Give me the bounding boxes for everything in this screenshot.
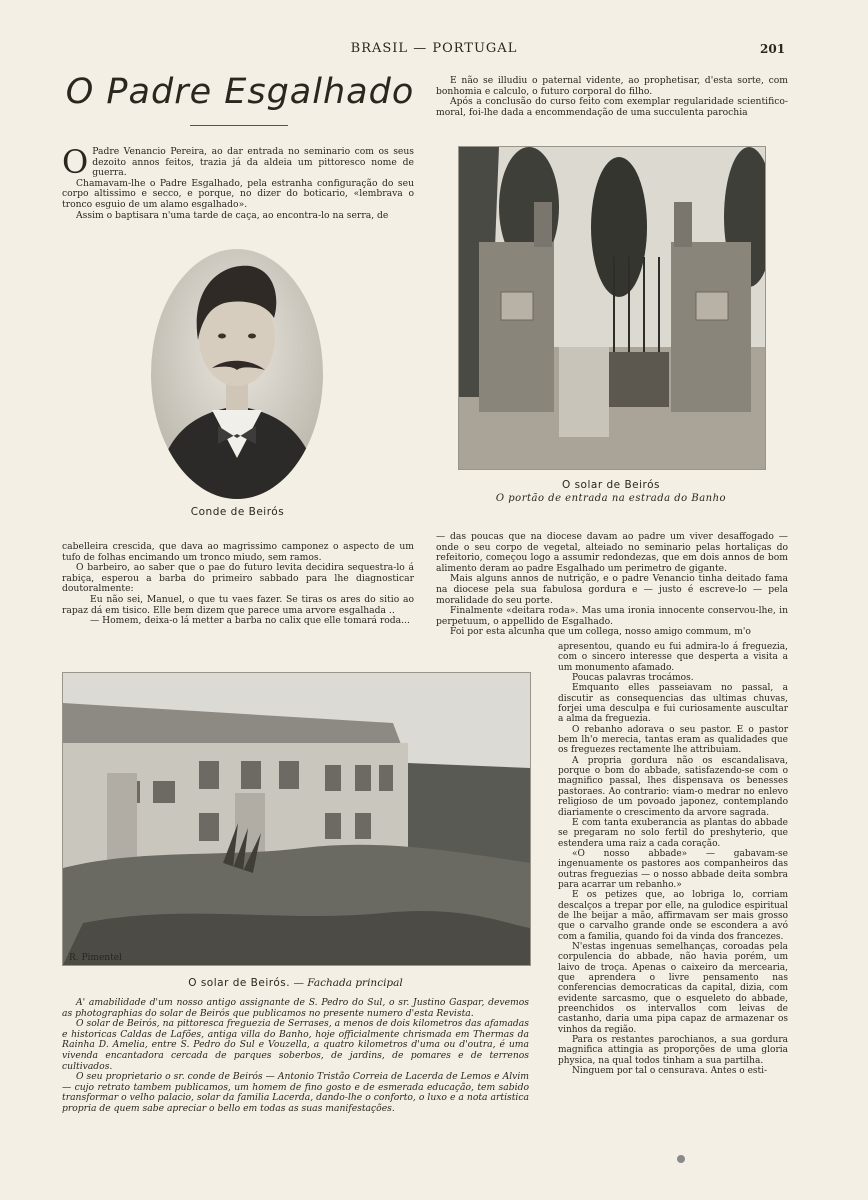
- intro-first-paragraph: [62, 143, 414, 181]
- narrow-paragraph: «O nosso abbade» — gabavam-se ingenuamente os pastores aos companheiros das outras freguezias — o nosso abbade deita sombra para acarrar um rebanho.»: [558, 848, 788, 890]
- portrait-caption: Conde de Beirós: [190, 506, 285, 518]
- title-rule: [190, 125, 288, 126]
- narrow-paragraph: Ninguem por tal o censurava. Antes o esti-: [572, 1066, 768, 1077]
- narrow-paragraph: apresentou, quando eu fui admira-lo á freguezia, com o sincero interesse que desperta a visita a um monumento afamado.: [558, 642, 788, 673]
- left-middle-paragraph: — Homem, deixa-o lá metter a barba no calix que elle tomará roda...: [90, 615, 410, 627]
- page-blemish: [677, 1155, 685, 1163]
- gate-photo: [458, 146, 766, 470]
- note-paragraph: O seu proprietario o sr. conde de Beirós — Antonio Tristão Correia de Lacerda de Lemos e Alvim — cujo retrato tambem publicamos, um homem de fino gosto e de esmerada educação, tem sabido transformar o velho palacio, solar da familia Lacerda, dando-lhe o conforto, o luxo e a nota artistica propria de quem sabe apreciar o bello em todas as suas manifestações.: [62, 1071, 529, 1114]
- article-title: O Padre Esgalhado: [65, 72, 415, 112]
- drop-cap: O: [62, 143, 89, 181]
- right-narrow-column: [558, 642, 788, 1076]
- right-middle-column: [436, 532, 788, 638]
- narrow-paragraph: O rebanho adorava o seu pastor. E o pastor bem lh'o merecia, tantas eram as qualidades que os freguezes rectamente lhe attribuiam.: [558, 724, 788, 756]
- intro-column: [62, 143, 414, 221]
- narrow-paragraph: Poucas palavras trocámos.: [572, 673, 694, 684]
- intro-paragraph: Chamavam-lhe o Padre Esgalhado, pela estranha configuração do seu corpo altissimo e secco, e porque, no dizer do boticario, «lembrava o tronco esguio de um alamo esgalhado».: [62, 177, 414, 210]
- left-middle-paragraph: O barbeiro, ao saber que o pae do futuro levita decidira sequestra-lo á rabiça, esperou a barba do primeiro sabbado para lhe diagnosticar doutoralmente:: [62, 562, 414, 595]
- facade-signature: R. Pimentel: [69, 953, 122, 963]
- left-middle-column: [62, 542, 414, 627]
- narrow-paragraph: A propria gordura não os escandalisava, porque o bom do abbade, satisfazendo-se com o magnifico passal, lhes dispensava os benesses pastoraes. Ao contrario: viam-o medrar no enlevo religioso de um povoado japonez, contemplando diariamente o crescimento da arvore sagrada.: [558, 755, 788, 818]
- facade-caption-subtitle: — Fachada principal: [293, 977, 403, 989]
- right-middle-paragraph: Mais alguns annos de nutrição, e o padre Venancio tinha deitado fama na diocese pela sua fabulosa gordura e — justo é escreve-lo — pela moralidade do seu porte.: [436, 573, 788, 606]
- note-paragraph: A' amabilidade d'um nosso antigo assignante de S. Pedro do Sul, o sr. Justino Gaspar, devemos as photographias do solar de Beirós que publicamos no presente numero d'esta Revista.: [62, 997, 529, 1019]
- left-middle-paragraph: cabelleira crescida, que dava ao magrissimo camponez o aspecto de um tufo de folhas encimando um tronco miudo, sem ramos.: [62, 541, 414, 563]
- photo-credit-note: [62, 998, 529, 1115]
- left-middle-paragraph: Eu não sei, Manuel, o que tu vaes fazer. Se tiras os ares do sitio ao rapaz dá em tisico. Elle bem dizem que parece uma arvore esgalhada ..: [62, 593, 414, 616]
- running-header: BRASIL — PORTUGAL: [350, 41, 518, 56]
- right-top-column: [436, 76, 788, 118]
- narrow-paragraph: E os petizes que, ao lobriga lo, corriam descalços a trepar por elle, na gulodice espiritual de lhe beijar a mão, affirmavam ser mais grosso que o carvalho grande onde se escondera a avó com a familia, quando foi da vinda dos francezes.: [558, 890, 788, 942]
- narrow-paragraph: E com tanta exuberancia as plantas do abbade se pregaram no solo fertil do preshyterio, que estendera uma raiz a cada coração.: [558, 817, 788, 849]
- portrait-photo: [150, 248, 325, 500]
- narrow-paragraph: N'estas ingenuas semelhanças, coroadas pela corpulencia do abbade, não havia porém, um laivo de troça. Apenas o caixeiro da mercearia, que aprendera o livre pensamento nas conferencias democraticas da capital, dizia, com evidente sarcasmo, que o esqueleto do abbade, preenchidos os intervallos com leivas de castanho, daria uma pipa capaz de armazenar os vinhos da região.: [558, 941, 788, 1035]
- right-top-paragraph: E não se illudiu o paternal vidente, ao prophetisar, d'esta sorte, com bonhomia e calculo, o futuro corporal do filho.: [436, 75, 788, 97]
- intro-paragraph: Assim o baptisara n'uma tarde de caça, ao encontra-lo na serra, de: [76, 209, 389, 221]
- right-middle-paragraph: Foi por esta alcunha que um collega, nosso amigo commum, m'o: [450, 626, 751, 638]
- facade-caption-title: O solar de Beirós.: [188, 977, 291, 989]
- gate-subcaption: O portão de entrada na estrada do Banho: [495, 493, 727, 504]
- page-number: 201: [760, 42, 786, 56]
- note-paragraph: O solar de Beirós, na pittoresca freguezia de Serrases, a menos de dois kilometros das afamadas e historicas Caldas de Lafões, antiga villa do Banho, hoje officialmente chrismada em Thermas da Rainha D. Amelia, entre S. Pedro do Sul e Vouzella, a quatro kilometros d'uma ou d'outra, é uma vivenda encantadora cercada de parques soberbos, de jardins, de pomares e de terrenos cultivados.: [62, 1018, 529, 1072]
- facade-photo: [62, 672, 531, 966]
- narrow-paragraph: Para os restantes parochianos, a sua gordura magnifica attingia as proporções de uma gloria physica, na qual todos tinham a sua partilha.: [558, 1035, 788, 1066]
- gate-caption: O solar de Beirós: [561, 479, 661, 491]
- intro-text: Padre Venancio Pereira, ao dar entrada no seminario com os seus dezoito annos feitos, trazia já da aldeia um pittoresco nome de guerra.: [92, 146, 414, 179]
- facade-caption: [62, 977, 529, 989]
- right-top-paragraph: Após a conclusão do curso feito com exemplar regularidade scientifico-moral, foi-lhe dada a encommendação de uma succulenta parochia: [436, 96, 788, 118]
- right-middle-paragraph: — das poucas que na diocese davam ao padre um viver desaffogado — onde o seu corpo de vegetal, alteiado no seminario pelas hortaliças do refeitorio, começou logo a assumir redondezas, que em dois annos de bom alimento deram ao padre Esgalhado um perimetro de gigante.: [436, 531, 788, 574]
- narrow-paragraph: Emquanto elles passeiavam no passal, a discutir as consequencias das ultimas chuvas, forjei uma desculpa e fui curiosamente auscultar a alma da freguezia.: [558, 683, 788, 725]
- right-middle-paragraph: Finalmente «deitara roda». Mas uma ironia innocente conservou-lhe, in perpetuum, o appellido de Esgalhado.: [436, 605, 788, 627]
